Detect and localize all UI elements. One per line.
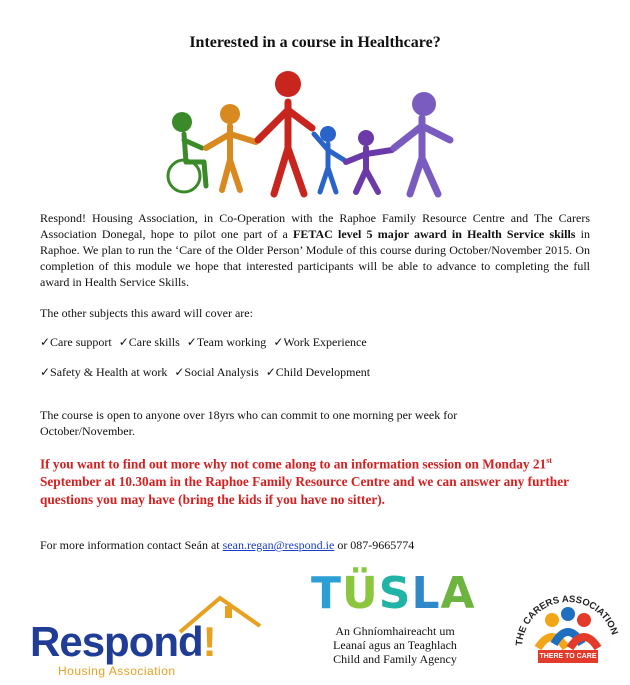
- tusla-letter: L: [411, 568, 441, 619]
- family-illustration: [160, 64, 480, 198]
- page-title: Interested in a course in Healthcare?: [189, 34, 441, 51]
- contact-prefix: For more information contact Seán at: [40, 538, 223, 552]
- subject-item: ✓Work Experience: [273, 335, 367, 349]
- wheelchair-figure: [168, 134, 206, 192]
- session-text-2: September at 10.30am in the Raphoe Family Resource Centre and we can answer any further questions you may have (bring the kids if you have no sitter).: [40, 474, 569, 508]
- subject-item: ✓Team working: [186, 335, 267, 349]
- subject-item: ✓Care support: [40, 335, 112, 349]
- tusla-letter: T: [311, 568, 343, 619]
- carers-arc-text: THE CARERS ASSOCIATION: [513, 593, 620, 647]
- respond-subtitle: Housing Association: [58, 664, 176, 678]
- award-name: FETAC level 5 major award in Health Service skills: [293, 227, 576, 241]
- respond-exclamation: !: [202, 618, 216, 665]
- tusla-logo: [303, 568, 478, 678]
- subject-item: ✓Care skills: [118, 335, 180, 349]
- email-link[interactable]: sean.regan@respond.ie: [222, 538, 335, 552]
- contact-line: [40, 538, 414, 553]
- subject-item: ✓Social Analysis: [174, 365, 259, 379]
- date-suffix: st: [546, 456, 552, 465]
- subject-item: ✓Safety & Health at work: [40, 365, 168, 379]
- tusla-wordmark: [311, 568, 476, 619]
- tusla-letter: S: [378, 568, 412, 619]
- tusla-letter: A: [440, 568, 476, 619]
- intro-text-1: Respond! Housing Association, in Co-Operation with the Raphoe Family Resource Centre and The Carers Association Donegal, hope to pilot one part of a: [40, 211, 590, 241]
- tusla-line: Leanaí agus an Teaghlach: [333, 638, 457, 652]
- tusla-letter: Ü: [342, 568, 379, 619]
- carers-emblem-icon: [508, 570, 628, 680]
- contact-phone: or 087-9665774: [334, 538, 415, 552]
- eligibility-text: The course is open to anyone over 18yrs who can commit to one morning per week for October/November.: [40, 408, 458, 438]
- tusla-tagline: [315, 624, 475, 666]
- intro-text-2: in Raphoe. We plan to run the ‘Care of the Older Person’ Module of this course during October/November 2015. On completion of this module we hope that interested participants will be able to advance to completing the full award in Health Service Skills.: [40, 227, 590, 289]
- tusla-line: An Ghníomhaireacht um: [335, 624, 455, 638]
- intro-paragraph: [40, 210, 590, 290]
- subjects-intro: The other subjects this award will cover are:: [40, 306, 253, 320]
- respond-wordmark: [30, 618, 216, 666]
- carers-association-logo: [508, 570, 628, 680]
- subjects-row-1: [40, 335, 371, 350]
- subjects-row-2: [40, 365, 374, 380]
- tusla-line: Child and Family Agency: [333, 652, 457, 666]
- respond-name: Respond: [30, 618, 203, 665]
- respond-logo: [30, 592, 265, 680]
- info-session-notice: [40, 452, 600, 509]
- carers-tagline: THERE TO CARE: [538, 650, 598, 663]
- subject-item: ✓Child Development: [265, 365, 371, 379]
- session-text-1: If you want to find out more why not come along to an information session on Monday 21: [40, 456, 547, 472]
